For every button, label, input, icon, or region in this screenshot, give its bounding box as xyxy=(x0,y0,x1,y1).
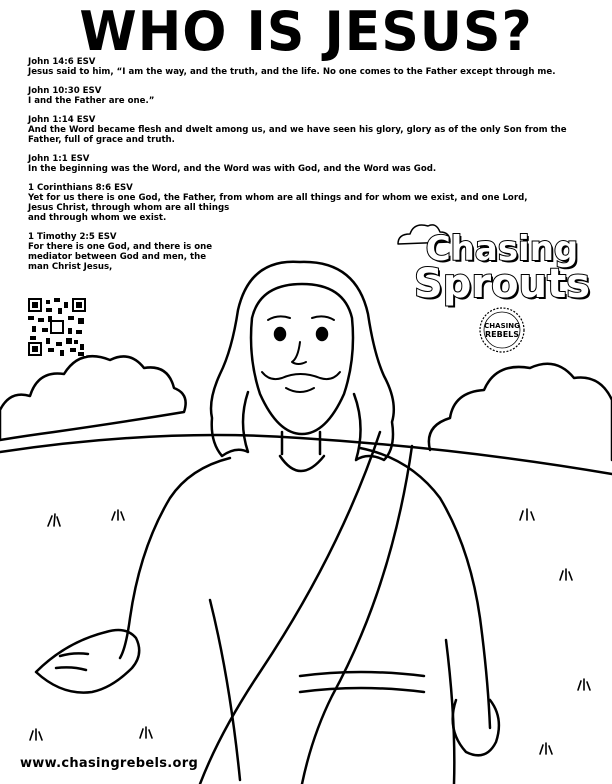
verse-reference: John 1:14 ESV xyxy=(28,115,96,125)
verse-text-line: Yet for us there is one God, the Father, from whom are all things and for whom we exist, and one Lord, xyxy=(28,193,528,203)
chasing-sprouts-logo xyxy=(412,229,592,307)
verse-reference: 1 Timothy 2:5 ESV xyxy=(28,232,117,242)
verse-text: And the Word became flesh and dwelt among us, and we have seen his glory, glory as of the only Son from the Father, full of grace and truth. xyxy=(28,125,567,145)
verse-text: In the beginning was the Word, and the Word was with God, and the Word was God. xyxy=(28,164,437,174)
verse-reference: John 10:30 ESV xyxy=(28,86,102,96)
logo-line-2: Sprouts xyxy=(413,261,591,307)
page-title: WHO IS JESUS? xyxy=(79,0,533,64)
chasing-rebels-seal xyxy=(478,306,526,354)
hand xyxy=(36,630,139,693)
verse-reference: John 1:1 ESV xyxy=(28,154,90,164)
verse-text-line: Jesus Christ, through whom are all things xyxy=(28,203,230,213)
verse-text: Jesus said to him, “I am the way, and the truth, and the life. No one comes to the Father except through me. xyxy=(28,67,556,77)
verse-reference: John 14:6 ESV xyxy=(28,57,96,67)
hill-line xyxy=(0,435,612,474)
face xyxy=(251,284,353,434)
seal-line-1: CHASING xyxy=(484,322,520,330)
verse-text: For there is one God, and there is one mediator between God and men, the man Christ Jesus, xyxy=(28,242,213,272)
sash xyxy=(200,432,412,784)
verse-text-line: and through whom we exist. xyxy=(28,213,167,223)
seal-line-2: REBELS xyxy=(484,330,520,339)
beard xyxy=(262,372,340,392)
bush-left xyxy=(0,356,186,440)
bush-right xyxy=(429,364,612,460)
logo-line-1: Chasing xyxy=(425,229,579,269)
hand-right xyxy=(453,700,499,755)
verse-text: I and the Father are one.” xyxy=(28,96,155,106)
belt xyxy=(300,672,424,692)
hair xyxy=(211,262,394,460)
robe xyxy=(120,448,490,784)
verse-reference: 1 Corinthians 8:6 ESV xyxy=(28,183,133,193)
website-link[interactable]: www.chasingrebels.org xyxy=(20,756,199,771)
qr-code-icon xyxy=(28,298,86,356)
